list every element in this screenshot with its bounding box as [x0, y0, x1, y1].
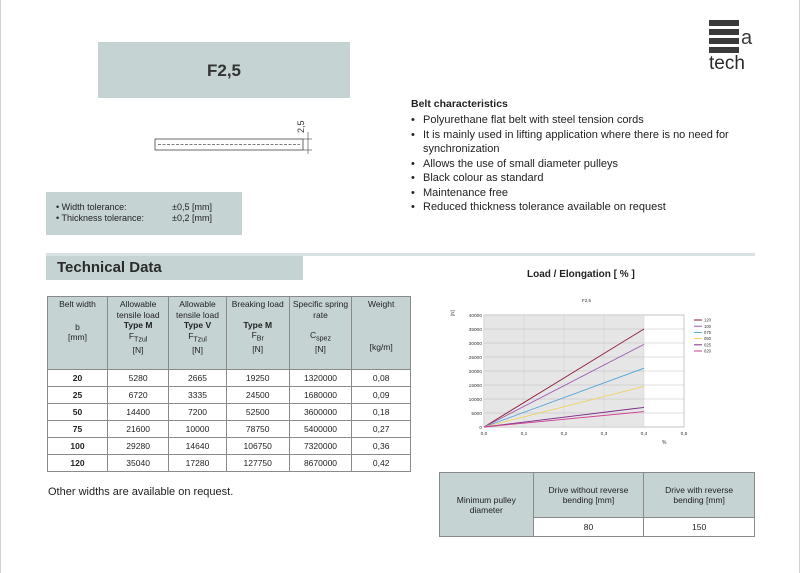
product-title-box	[98, 42, 350, 98]
y-tick-label: 5000	[471, 412, 482, 417]
list-item: • Allows the use of small diameter pulleys	[411, 157, 771, 172]
chart-title: Load / Elongation [ % ]	[527, 269, 635, 280]
y-tick-label: 30000	[468, 342, 482, 347]
widths-note: Other widths are available on request.	[48, 486, 234, 498]
y-tick-label: 35000	[468, 328, 482, 333]
y-tick-label: 10000	[468, 398, 482, 403]
load-elongation-chart	[440, 290, 710, 450]
col-tensile-load-v: Allowable tensile load Type V $F_{Tzul}$ [N]	[169, 297, 227, 370]
characteristics-heading: Belt characteristics	[411, 98, 508, 110]
x-tick-label: 0,4	[640, 432, 648, 437]
x-tick-label: 0,3	[600, 432, 608, 437]
logo-text: tech	[709, 53, 745, 74]
y-axis-label: [N]	[450, 310, 455, 316]
pulley-diameter-table	[439, 472, 755, 537]
technical-data-table	[47, 296, 411, 472]
col-breaking-load: Breaking load Type M $F_{Br}$ [N]	[226, 297, 289, 370]
col-belt-width: Belt width b [mm]	[48, 297, 108, 370]
table-row: 100 29280 14640 106750 7320000 0,36	[48, 438, 411, 455]
pulley-col-without: Drive without reverse bending [mm]	[533, 473, 644, 518]
legend-label: 020	[704, 348, 711, 354]
list-item: • Reduced thickness tolerance available on request	[411, 200, 771, 215]
product-title: F2,5	[206, 61, 242, 80]
list-item: • Polyurethane flat belt with steel tension cords	[411, 113, 771, 128]
col-spring-rate: Specific spring rate $C_{spez}$ [N]	[289, 297, 352, 370]
company-logo	[709, 20, 757, 74]
pulley-value-with: 150	[644, 518, 755, 537]
legend-label: 050	[704, 336, 711, 342]
logo-mark: a	[741, 27, 753, 49]
chart-subtitle: F2,5	[582, 298, 592, 303]
pulley-value-without: 80	[533, 518, 644, 537]
list-item: • Black colour as standard	[411, 171, 771, 186]
y-tick-label: 20000	[468, 370, 482, 375]
y-tick-label: 25000	[468, 356, 482, 361]
tolerance-value: ±0,5 [mm]	[172, 202, 212, 212]
y-tick-label: 15000	[468, 384, 482, 389]
table-row: 20 5280 2665 19250 1320000 0,08	[48, 370, 411, 387]
table-header-row	[48, 297, 411, 370]
x-tick-label: 0,0	[480, 432, 488, 437]
table-row: 25 6720 3335 24500 1680000 0,09	[48, 387, 411, 404]
legend-label: 075	[704, 330, 711, 335]
list-item: • It is mainly used in lifting application where there is no need for synchronization	[411, 128, 771, 157]
legend-label: 120	[704, 317, 711, 323]
x-tick-label: 0,2	[560, 432, 568, 437]
col-tensile-load-m: Allowable tensile load Type M $F_{Tzul}$ [N]	[108, 297, 169, 370]
table-row: 75 21600 10000 78750 5400000 0,27	[48, 421, 411, 438]
page-left-border	[0, 0, 1, 573]
tolerance-box	[46, 192, 242, 235]
table-row: 120 35040 17280 127750 8670000 0,42	[48, 455, 411, 472]
characteristics-list	[411, 113, 771, 215]
col-weight: Weight [kg/m]	[352, 297, 411, 370]
technical-data-heading-box	[46, 256, 303, 280]
legend-label: 025	[704, 342, 711, 348]
width-tolerance	[56, 202, 212, 212]
x-tick-label: 0,1	[520, 432, 528, 437]
tolerance-value: ±0,2 [mm]	[172, 213, 212, 223]
tolerance-label: • Thickness tolerance:	[56, 213, 145, 223]
pulley-col-with: Drive with reverse bending [mm]	[644, 473, 755, 518]
x-axis-label: %	[662, 440, 667, 446]
thickness-label: 2,5	[296, 120, 306, 133]
technical-data-heading: Technical Data	[57, 259, 162, 276]
thickness-tolerance	[56, 213, 212, 223]
table-row: 50 14400 7200 52500 3600000 0,18	[48, 404, 411, 421]
tolerance-label: • Width tolerance:	[56, 202, 127, 212]
legend-label: 100	[704, 323, 711, 329]
table-row	[440, 473, 755, 518]
x-tick-label: 0,5	[680, 432, 688, 437]
pulley-label: Minimum pulley diameter	[440, 473, 534, 537]
y-tick-label: 40000	[468, 314, 482, 319]
y-tick-label: 0	[479, 426, 482, 431]
belt-cross-section-drawing	[150, 118, 320, 158]
list-item: • Maintenance free	[411, 186, 771, 201]
